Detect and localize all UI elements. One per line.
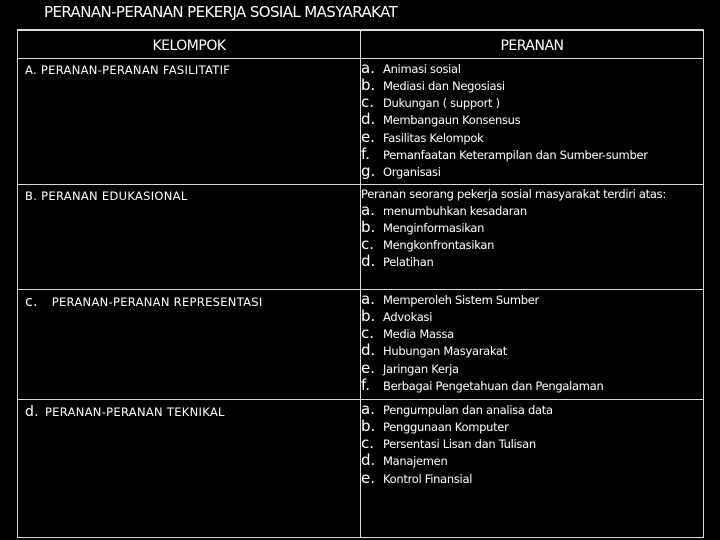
- table-row: [18, 184, 704, 289]
- group-label: [18, 400, 360, 420]
- item-text: Manajemen: [383, 454, 448, 469]
- item-text: Advokasi: [383, 309, 433, 324]
- group-mark: A.: [25, 62, 37, 77]
- list-item: [361, 376, 703, 393]
- item-text: Pemanfaatan Keterampilan dan Sumber-sumber: [383, 147, 648, 162]
- table-row: [18, 58, 704, 184]
- table-row: [18, 289, 704, 399]
- group-mark: c.: [25, 293, 38, 310]
- item-letter: e.: [361, 468, 375, 487]
- group-mark: B.: [25, 188, 38, 203]
- roles-cell: [361, 399, 704, 537]
- item-text: Memperoleh Sistem Sumber: [383, 292, 539, 307]
- list-item: [361, 400, 703, 417]
- list-item: [361, 145, 703, 162]
- item-letter: b.: [361, 306, 376, 325]
- item-letter: a.: [361, 399, 375, 418]
- group-cell: [18, 399, 361, 537]
- slide-title: PERANAN-PERANAN PEKERJA SOSIAL MASYARAKAT: [44, 3, 398, 21]
- item-text: menumbuhkan kesadaran: [383, 203, 527, 218]
- list-item: [361, 451, 703, 468]
- group-label: [18, 290, 360, 310]
- group-cell: [18, 184, 361, 289]
- list-item: [361, 235, 703, 252]
- group-name: PERANAN-PERANAN FASILITATIF: [40, 62, 231, 77]
- item-text: Kontrol Finansial: [383, 471, 473, 486]
- role-list: [361, 400, 703, 486]
- list-item: [361, 110, 703, 127]
- list-item: [361, 201, 703, 218]
- roles-intro: Peranan seorang pekerja sosial masyarakat terdiri atas:: [361, 186, 666, 201]
- list-item: [361, 59, 703, 76]
- roles-cell: [361, 289, 704, 399]
- item-letter: c.: [361, 324, 375, 343]
- list-item: [361, 359, 703, 376]
- item-letter: d.: [361, 451, 376, 470]
- item-text: Jaringan Kerja: [383, 361, 459, 376]
- roles-cell: [361, 58, 704, 184]
- item-text: Media Massa: [383, 327, 454, 342]
- roles-cell: [361, 184, 704, 289]
- item-letter: c.: [361, 434, 375, 453]
- item-letter: c.: [361, 93, 375, 112]
- list-item: [361, 341, 703, 358]
- list-item: [361, 162, 703, 179]
- item-text: Mediasi dan Negosiasi: [383, 78, 505, 93]
- header-kelompok: KELOMPOK: [18, 30, 361, 58]
- item-text: Animasi sosial: [383, 61, 461, 76]
- item-letter: e.: [361, 358, 375, 377]
- item-text: Mengkonfrontasikan: [383, 238, 495, 253]
- role-list: [361, 290, 703, 394]
- list-item: [361, 434, 703, 451]
- item-text: Membangaun Konsensus: [383, 113, 521, 128]
- item-letter: b.: [361, 217, 376, 236]
- item-text: Pelatihan: [383, 255, 434, 270]
- role-list: [361, 59, 703, 180]
- item-letter: f.: [361, 375, 370, 394]
- group-name: PERANAN EDUKASIONAL: [41, 188, 188, 203]
- item-letter: f.: [361, 144, 370, 163]
- item-text: Menginformasikan: [383, 220, 485, 235]
- group-label: [18, 185, 360, 203]
- item-text: Organisasi: [383, 165, 441, 180]
- item-text: Dukungan ( support ): [383, 96, 500, 111]
- item-letter: b.: [361, 416, 376, 435]
- item-text: Penggunaan Komputer: [383, 419, 509, 434]
- item-letter: d.: [361, 252, 376, 271]
- table-row: [18, 399, 704, 537]
- item-text: Persentasi Lisan dan Tulisan: [383, 437, 536, 452]
- item-letter: a.: [361, 289, 375, 308]
- item-letter: e.: [361, 127, 375, 146]
- item-letter: b.: [361, 75, 376, 94]
- roles-table: [17, 29, 704, 538]
- item-text: Fasilitas Kelompok: [383, 130, 484, 145]
- item-text: Pengumpulan dan analisa data: [383, 402, 553, 417]
- item-letter: a.: [361, 58, 375, 77]
- list-item: [361, 76, 703, 93]
- list-item: [361, 469, 703, 486]
- header-peranan: PERANAN: [361, 30, 704, 58]
- role-list: [361, 201, 703, 270]
- item-letter: c.: [361, 235, 375, 254]
- item-text: Hubungan Masyarakat: [383, 344, 508, 359]
- list-item: [361, 307, 703, 324]
- item-letter: a.: [361, 200, 375, 219]
- item-letter: g.: [361, 162, 376, 181]
- list-item: [361, 93, 703, 110]
- item-text: Berbagai Pengetahuan dan Pengalaman: [383, 378, 604, 393]
- group-cell: [18, 289, 361, 399]
- header-row: [18, 30, 704, 58]
- list-item: [361, 417, 703, 434]
- group-name: PERANAN-PERANAN REPRESENTASI: [51, 294, 263, 309]
- list-item: [361, 128, 703, 145]
- list-item: [361, 218, 703, 235]
- item-letter: d.: [361, 110, 376, 129]
- item-letter: d.: [361, 341, 376, 360]
- group-cell: [18, 58, 361, 184]
- list-item: [361, 290, 703, 307]
- group-name: PERANAN-PERANAN TEKNIKAL: [44, 404, 225, 419]
- group-label: [18, 59, 360, 77]
- group-mark: d.: [25, 403, 39, 420]
- list-item: [361, 252, 703, 269]
- list-item: [361, 324, 703, 341]
